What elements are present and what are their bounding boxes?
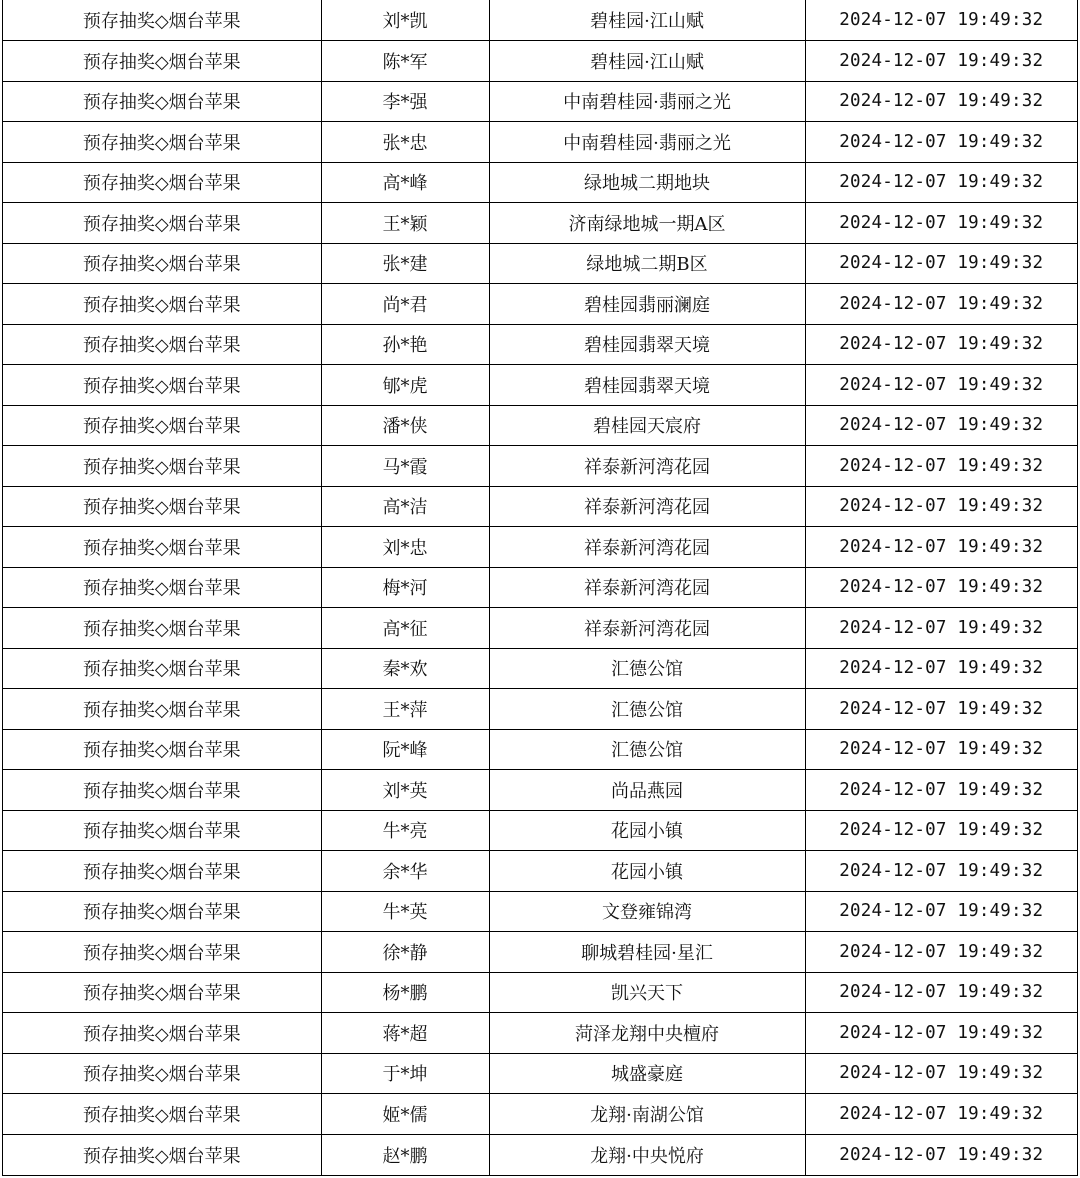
- community-cell: 碧桂园·江山赋: [489, 0, 805, 41]
- activity-cell: 预存抽奖◇烟台苹果: [3, 851, 321, 892]
- activity-cell: 预存抽奖◇烟台苹果: [3, 405, 321, 446]
- timestamp-cell: 2024-12-07 19:49:32: [805, 729, 1077, 770]
- timestamp-cell: 2024-12-07 19:49:32: [805, 810, 1077, 851]
- community-cell: 中南碧桂园·翡丽之光: [489, 122, 805, 163]
- winner-name-cell: 阮*峰: [321, 729, 489, 770]
- activity-cell: 预存抽奖◇烟台苹果: [3, 203, 321, 244]
- activity-cell: 预存抽奖◇烟台苹果: [3, 891, 321, 932]
- community-cell: 济南绿地城一期A区: [489, 203, 805, 244]
- winner-name-cell: 刘*英: [321, 770, 489, 811]
- timestamp-cell: 2024-12-07 19:49:32: [805, 41, 1077, 82]
- activity-cell: 预存抽奖◇烟台苹果: [3, 365, 321, 406]
- winner-name-cell: 高*征: [321, 608, 489, 649]
- activity-cell: 预存抽奖◇烟台苹果: [3, 810, 321, 851]
- community-cell: 碧桂园天宸府: [489, 405, 805, 446]
- activity-cell: 预存抽奖◇烟台苹果: [3, 162, 321, 203]
- table-row: [3, 203, 1077, 244]
- winner-name-cell: 余*华: [321, 851, 489, 892]
- winner-name-cell: 秦*欢: [321, 648, 489, 689]
- activity-cell: 预存抽奖◇烟台苹果: [3, 243, 321, 284]
- timestamp-cell: 2024-12-07 19:49:32: [805, 972, 1077, 1013]
- table-row: [3, 932, 1077, 973]
- table-row: [3, 486, 1077, 527]
- table-row: [3, 527, 1077, 568]
- timestamp-cell: 2024-12-07 19:49:32: [805, 203, 1077, 244]
- timestamp-cell: 2024-12-07 19:49:32: [839, 1144, 1044, 1165]
- activity-cell: 预存抽奖◇烟台苹果: [3, 527, 321, 568]
- activity-cell: 预存抽奖◇烟台苹果: [3, 689, 321, 730]
- table-row: [3, 81, 1077, 122]
- timestamp-cell: 2024-12-07 19:49:32: [805, 486, 1077, 527]
- timestamp-cell: 2024-12-07 19:49:32: [805, 527, 1077, 568]
- activity-cell: 预存抽奖◇烟台苹果: [3, 41, 321, 82]
- activity-cell: 预存抽奖◇烟台苹果: [3, 648, 321, 689]
- table-row: [3, 972, 1077, 1013]
- winner-name-cell: 潘*侠: [321, 405, 489, 446]
- table-row: [3, 891, 1077, 932]
- activity-cell: 预存抽奖◇烟台苹果: [3, 608, 321, 649]
- activity-cell: 预存抽奖◇烟台苹果: [3, 122, 321, 163]
- timestamp-cell: 2024-12-07 19:49:32: [805, 243, 1077, 284]
- table-row: [3, 122, 1077, 163]
- table-row: [3, 284, 1077, 325]
- activity-cell: 预存抽奖◇烟台苹果: [3, 324, 321, 365]
- winner-name-cell: 高*峰: [321, 162, 489, 203]
- community-cell: 城盛豪庭: [489, 1053, 805, 1094]
- table-row: [3, 1053, 1077, 1094]
- table-row: [3, 608, 1077, 649]
- winner-name-cell: 蒋*超: [321, 1013, 489, 1054]
- winner-table: [3, 0, 1077, 1175]
- activity-cell: 预存抽奖◇烟台苹果: [3, 486, 321, 527]
- timestamp-cell: 2024-12-07 19:49:32: [805, 1013, 1077, 1054]
- winner-name-cell: 徐*静: [321, 932, 489, 973]
- timestamp-cell: 2024-12-07 19:49:32: [805, 689, 1077, 730]
- timestamp-cell: 2024-12-07 19:49:32: [805, 567, 1077, 608]
- timestamp-cell: 2024-12-07 19:49:32: [805, 608, 1077, 649]
- activity-cell: 预存抽奖◇烟台苹果: [3, 770, 321, 811]
- table-row: [3, 810, 1077, 851]
- winner-name-cell: 马*霞: [321, 446, 489, 487]
- winner-name-cell: 于*坤: [321, 1053, 489, 1094]
- table-row: [3, 405, 1077, 446]
- activity-cell: 预存抽奖◇烟台苹果: [3, 446, 321, 487]
- table-row: [3, 1013, 1077, 1054]
- timestamp-cell: 2024-12-07 19:49:32: [805, 0, 1077, 41]
- activity-cell: 预存抽奖◇烟台苹果: [3, 1094, 321, 1135]
- timestamp-cell: 2024-12-07 19:49:32: [805, 1053, 1077, 1094]
- timestamp-cell: 2024-12-07 19:49:32: [805, 162, 1077, 203]
- timestamp-cell: 2024-12-07 19:49:32: [805, 324, 1077, 365]
- table-row: [3, 162, 1077, 203]
- timestamp-cell: 2024-12-07 19:49:32: [805, 405, 1077, 446]
- community-cell: 绿地城二期B区: [489, 243, 805, 284]
- community-cell: 花园小镇: [489, 851, 805, 892]
- winner-name-cell: 姬*儒: [321, 1094, 489, 1135]
- winner-name-cell: 刘*忠: [321, 527, 489, 568]
- winner-name-cell: 杨*鹏: [321, 972, 489, 1013]
- winner-name-cell: 尚*君: [321, 284, 489, 325]
- community-cell: 花园小镇: [489, 810, 805, 851]
- winner-name-cell: 赵*鹏: [321, 1134, 489, 1175]
- table-row: [3, 365, 1077, 406]
- community-cell: 碧桂园翡翠天境: [489, 365, 805, 406]
- community-cell: 尚品燕园: [489, 770, 805, 811]
- winner-table-body: [3, 0, 1077, 1175]
- community-cell: 菏泽龙翔中央檀府: [489, 1013, 805, 1054]
- winner-name-cell: 李*强: [321, 81, 489, 122]
- timestamp-cell: 2024-12-07 19:49:32: [805, 891, 1077, 932]
- community-cell: 碧桂园翡丽澜庭: [489, 284, 805, 325]
- activity-cell: 预存抽奖◇烟台苹果: [3, 0, 321, 41]
- winner-name-cell: 牛*英: [321, 891, 489, 932]
- winner-name-cell: 刘*凯: [321, 0, 489, 41]
- community-cell: 汇德公馆: [489, 648, 805, 689]
- timestamp-cell: 2024-12-07 19:49:32: [805, 122, 1077, 163]
- community-cell: 凯兴天下: [489, 972, 805, 1013]
- winner-name-cell: 王*萍: [321, 689, 489, 730]
- timestamp-cell: 2024-12-07 19:49:32: [805, 446, 1077, 487]
- community-cell: 中南碧桂园·翡丽之光: [489, 81, 805, 122]
- table-row: [3, 0, 1077, 41]
- table-row: [3, 1134, 1077, 1175]
- winner-name-cell: 张*忠: [321, 122, 489, 163]
- activity-cell: 预存抽奖◇烟台苹果: [3, 972, 321, 1013]
- community-cell: 绿地城二期地块: [489, 162, 805, 203]
- table-row: [3, 567, 1077, 608]
- winner-table-sheet: [2, 0, 1078, 1176]
- table-row: [3, 1094, 1077, 1135]
- timestamp-cell: 2024-12-07 19:49:32: [805, 770, 1077, 811]
- table-row: [3, 851, 1077, 892]
- community-cell: 龙翔·南湖公馆: [489, 1094, 805, 1135]
- activity-cell: 预存抽奖◇烟台苹果: [3, 729, 321, 770]
- timestamp-cell: 2024-12-07 19:49:32: [805, 648, 1077, 689]
- community-cell: 碧桂园·江山赋: [489, 41, 805, 82]
- community-cell: 龙翔·中央悦府: [489, 1134, 805, 1175]
- table-row: [3, 324, 1077, 365]
- winner-name-cell: 梅*河: [321, 567, 489, 608]
- winner-name-cell: 孙*艳: [321, 324, 489, 365]
- community-cell: 聊城碧桂园·星汇: [489, 932, 805, 973]
- community-cell: 文登雍锦湾: [489, 891, 805, 932]
- community-cell: 祥泰新河湾花园: [489, 608, 805, 649]
- winner-name-cell: 牛*亮: [321, 810, 489, 851]
- winner-name-cell: 陈*军: [321, 41, 489, 82]
- table-row: [3, 770, 1077, 811]
- activity-cell: 预存抽奖◇烟台苹果: [3, 284, 321, 325]
- winner-name-cell: 张*建: [321, 243, 489, 284]
- table-row: [3, 648, 1077, 689]
- activity-cell: 预存抽奖◇烟台苹果: [3, 567, 321, 608]
- community-cell: 祥泰新河湾花园: [489, 527, 805, 568]
- table-row: [3, 446, 1077, 487]
- table-row: [3, 41, 1077, 82]
- timestamp-cell: 2024-12-07 19:49:32: [805, 81, 1077, 122]
- winner-name-cell: 王*颖: [321, 203, 489, 244]
- table-row: [3, 729, 1077, 770]
- community-cell: 祥泰新河湾花园: [489, 446, 805, 487]
- table-row: [3, 243, 1077, 284]
- activity-cell: 预存抽奖◇烟台苹果: [3, 1053, 321, 1094]
- community-cell: 祥泰新河湾花园: [489, 567, 805, 608]
- community-cell: 祥泰新河湾花园: [489, 486, 805, 527]
- timestamp-cell: 2024-12-07 19:49:32: [805, 932, 1077, 973]
- timestamp-cell: 2024-12-07 19:49:32: [805, 284, 1077, 325]
- community-cell: 碧桂园翡翠天境: [489, 324, 805, 365]
- timestamp-cell: 2024-12-07 19:49:32: [805, 365, 1077, 406]
- activity-cell: 预存抽奖◇烟台苹果: [3, 1134, 321, 1175]
- table-row: [3, 689, 1077, 730]
- community-cell: 汇德公馆: [489, 729, 805, 770]
- winner-name-cell: 郇*虎: [321, 365, 489, 406]
- community-cell: 汇德公馆: [489, 689, 805, 730]
- activity-cell: 预存抽奖◇烟台苹果: [3, 932, 321, 973]
- activity-cell: 预存抽奖◇烟台苹果: [3, 1013, 321, 1054]
- timestamp-cell: 2024-12-07 19:49:32: [805, 1094, 1077, 1135]
- winner-name-cell: 高*洁: [321, 486, 489, 527]
- activity-cell: 预存抽奖◇烟台苹果: [3, 81, 321, 122]
- timestamp-cell: 2024-12-07 19:49:32: [805, 851, 1077, 892]
